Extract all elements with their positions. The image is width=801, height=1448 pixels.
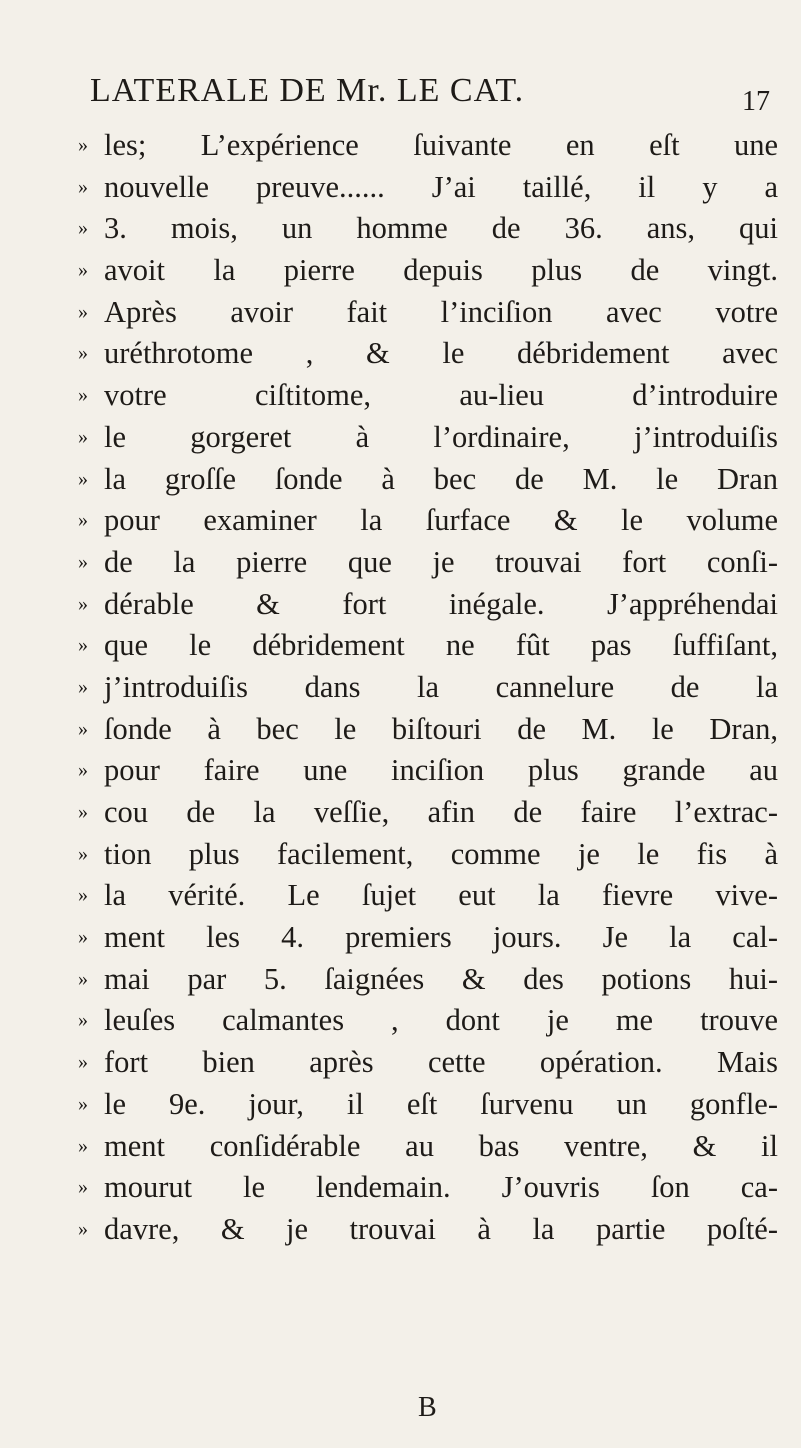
text-line [78,1126,778,1168]
quotation-mark: » [78,1051,88,1074]
quotation-mark: » [78,550,88,573]
quotation-mark: » [78,217,88,240]
line-text: ment conſidérable au bas ventre, & il [104,1128,778,1163]
text-line [78,750,778,792]
running-header [90,72,770,117]
line-text: ment les 4. premiers jours. Je la cal- [104,920,778,955]
running-head: LATERALE DE Mr. LE CAT. [90,72,525,109]
quotation-mark: » [78,717,88,740]
line-text: leuſes calmantes , dont je me trouve [104,1003,778,1038]
line-text: mourut le lendemain. J’ouvris ſon ca- [104,1170,778,1205]
text-line [78,959,778,1001]
quotation-mark: » [78,675,88,698]
text-line [78,417,778,459]
line-text: que le débridement ne fût pas ſuffiſant, [104,628,778,663]
line-text: le 9e. jour, il eſt ſurvenu un gonfle- [104,1086,778,1121]
line-text: la vérité. Le ſujet eut la fievre vive- [104,878,778,913]
line-text: fort bien après cette opération. Mais [104,1045,778,1080]
text-line [78,208,778,250]
text-line [78,1042,778,1084]
line-text: la groſſe ſonde à bec de M. le Dran [104,461,778,496]
line-text: 3. mois, un homme de 36. ans, qui [104,211,778,246]
text-line [78,542,778,584]
line-text: Après avoir fait l’inciſion avec votre [104,294,778,329]
text-line [78,333,778,375]
quotation-mark: » [78,592,88,615]
text-line [78,375,778,417]
page-number: 17 [742,86,770,117]
quotation-mark: » [78,801,88,823]
text-line [78,1084,778,1126]
text-line [78,125,778,167]
line-text: tion plus facilement, comme je le fis à [104,836,778,871]
quotation-mark: » [78,1092,88,1115]
text-line [78,500,778,542]
text-line [78,917,778,959]
text-line [78,625,778,667]
line-text: ſonde à bec le biſtouri de M. le Dran, [104,711,778,746]
line-text: le gorgeret à l’ordinaire, j’introduiſis [104,419,778,454]
quotation-mark: » [78,259,88,282]
quotation-mark: » [78,134,88,156]
line-text: pour examiner la ſurface & le volume [104,503,778,538]
quotation-mark: » [78,175,88,198]
body-text [78,125,778,1251]
quotation-mark: » [78,342,88,365]
quotation-mark: » [78,967,88,990]
text-line [78,1167,778,1209]
text-line [78,667,778,709]
text-line [78,1000,778,1042]
line-text: dérable & fort inégale. J’appréhendai [104,586,778,621]
line-text: avoit la pierre depuis plus de vingt. [104,253,778,288]
line-text: de la pierre que je trouvai fort conſi- [104,544,778,579]
line-text: cou de la veſſie, afin de faire l’extrac- [104,795,778,829]
quotation-mark: » [78,884,88,907]
quotation-mark: » [78,842,88,865]
signature-mark: B [418,1392,437,1423]
line-text: pour faire une inciſion plus grande au [104,753,778,788]
text-line [78,292,778,334]
line-text: uréthrotome , & le débridement avec [104,336,778,371]
quotation-mark: » [78,300,88,323]
text-line [78,709,778,751]
quotation-mark: » [78,425,88,448]
quotation-mark: » [78,1134,88,1157]
text-line [78,167,778,209]
line-text: votre ciſtitome, au-lieu d’introduire [104,378,778,413]
text-line [78,459,778,501]
quotation-mark: » [78,759,88,782]
quotation-mark: » [78,634,88,657]
text-line [78,584,778,626]
line-text: j’introduiſis dans la cannelure de la [104,669,778,704]
line-text: nouvelle preuve...... J’ai taillé, il y a [104,169,778,204]
quotation-mark: » [78,1176,88,1199]
text-line [78,875,778,917]
text-line [78,1209,778,1251]
line-text: les; L’expérience ſuivante en eſt une [104,128,778,162]
quotation-mark: » [78,926,88,949]
text-line [78,834,778,876]
quotation-mark: » [78,384,88,407]
quotation-mark: » [78,1217,88,1240]
line-text: mai par 5. ſaignées & des potions hui- [104,961,778,996]
quotation-mark: » [78,467,88,490]
quotation-mark: » [78,509,88,532]
text-line [78,250,778,292]
text-line [78,792,778,834]
line-text: davre, & je trouvai à la partie poſté- [104,1211,778,1246]
quotation-mark: » [78,1009,88,1032]
